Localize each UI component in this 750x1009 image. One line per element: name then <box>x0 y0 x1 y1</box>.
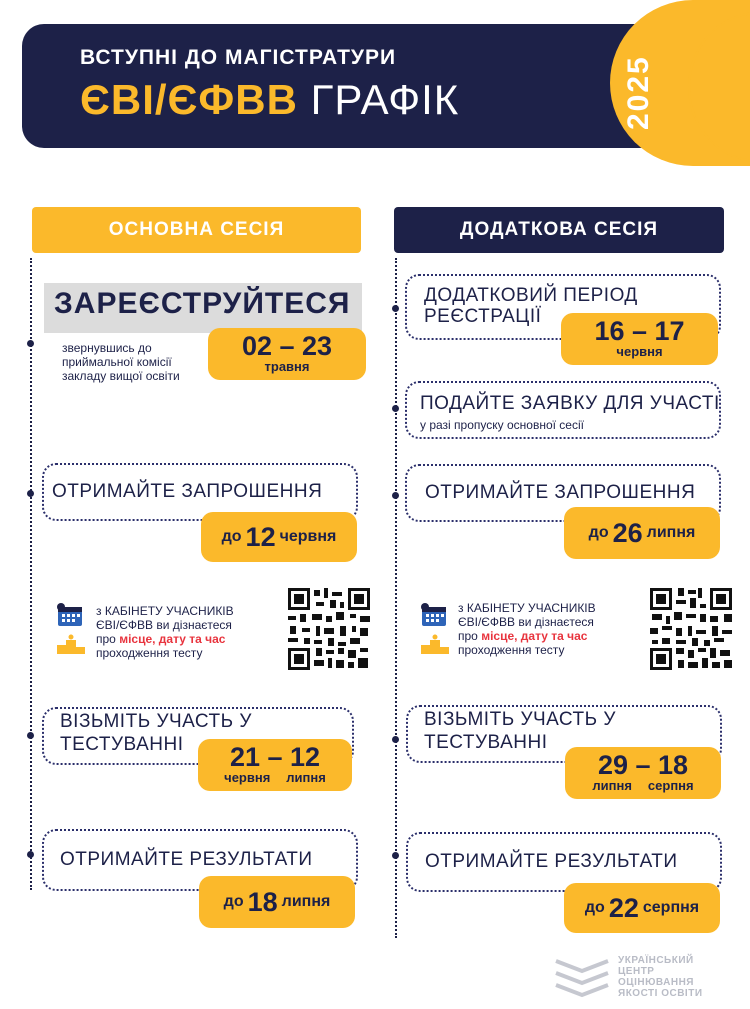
info-line: з КАБІНЕТУ УЧАСНИКІВ <box>96 604 234 618</box>
extra-results-date-badge <box>564 883 720 933</box>
register-note: звернувшись до приймальної комісії закладу вищої освіти <box>62 341 180 383</box>
extra-invite-date-day: 26 <box>612 517 643 548</box>
results-date-month: липня <box>281 893 331 910</box>
extra-test-date-month1: липня <box>592 778 632 793</box>
extra-session-header: ДОДАТКОВА СЕСІЯ <box>394 207 724 253</box>
header-title-rest: ГРАФІК <box>297 76 460 123</box>
timeline-dot <box>27 490 34 497</box>
extra-invite-date-prefix: до <box>588 524 609 541</box>
extra-test-date-badge <box>565 747 721 799</box>
main-timeline-line <box>30 258 32 890</box>
test-label-line2: ТЕСТУВАННІ <box>60 734 184 755</box>
extra-test-date-month2: серпня <box>647 778 694 793</box>
register-label: ЗАРЕЄСТРУЙТЕСЯ <box>54 287 351 320</box>
test-date-month1: червня <box>224 770 271 785</box>
info-line: проходження тесту <box>458 643 565 657</box>
ucoyo-logo-icon <box>552 955 612 1003</box>
header-subtitle: ВСТУПНІ ДО МАГІСТРАТУРИ <box>80 46 397 69</box>
qr-code-icon[interactable] <box>286 586 372 672</box>
apply-label: ПОДАЙТЕ ЗАЯВКУ ДЛЯ УЧАСТІ <box>420 393 720 414</box>
info-line <box>458 629 638 643</box>
extra-invite-date-badge <box>564 507 720 559</box>
calendar-icon <box>420 602 450 628</box>
main-session-header: ОСНОВНА СЕСІЯ <box>32 207 361 253</box>
info-line <box>96 632 276 646</box>
timeline-dot <box>27 340 34 347</box>
invite-date-month: червня <box>279 528 337 545</box>
invite-date-day: 12 <box>245 521 276 552</box>
ucoyo-logo-text <box>618 955 703 999</box>
info-line: з КАБІНЕТУ УЧАСНИКІВ <box>458 601 596 615</box>
podium-icon <box>420 634 450 656</box>
calendar-icon <box>56 602 86 628</box>
timeline-dot <box>392 492 399 499</box>
info-highlight: місце, дату та час <box>119 632 226 646</box>
info-text-pre: про <box>96 632 120 646</box>
podium-icon <box>56 634 86 656</box>
invite-label: ОТРИМАЙТЕ ЗАПРОШЕННЯ <box>52 481 323 502</box>
invite-date-prefix: до <box>221 528 242 545</box>
extra-timeline-line <box>395 258 397 938</box>
apply-note: у разі пропуску основної сесії <box>420 418 584 432</box>
logo-line: ОЦІНЮВАННЯ <box>618 977 694 988</box>
info-line: ЄВІ/ЄФВВ ви дізнаєтеся <box>458 615 594 629</box>
year-label-wrap <box>616 40 666 140</box>
header-banner <box>22 24 712 148</box>
timeline-dot <box>27 851 34 858</box>
test-date-badge <box>198 739 352 791</box>
results-label: ОТРИМАЙТЕ РЕЗУЛЬТАТИ <box>60 849 313 870</box>
register-date-badge <box>208 328 366 380</box>
extra-test-label-line1: ВІЗЬМІТЬ УЧАСТЬ У <box>424 709 616 730</box>
extra-results-label: ОТРИМАЙТЕ РЕЗУЛЬТАТИ <box>425 851 678 872</box>
test-label-line1: ВІЗЬМІТЬ УЧАСТЬ У <box>60 711 252 732</box>
results-date-day: 18 <box>247 886 278 917</box>
extra-results-date-month: серпня <box>642 899 700 916</box>
extra-register-date-range: 16 – 17 <box>594 316 685 346</box>
logo-line: ЦЕНТР <box>618 966 655 977</box>
results-date-badge <box>199 876 355 928</box>
timeline-dot <box>27 732 34 739</box>
timeline-dot <box>392 305 399 312</box>
extra-test-date-range: 29 – 18 <box>597 750 689 780</box>
test-date-month2: липня <box>286 770 326 785</box>
extra-invite-date-month: липня <box>646 524 696 541</box>
extra-register-date-badge <box>561 313 718 365</box>
info-line: ЄВІ/ЄФВВ ви дізнаєтеся <box>96 618 232 632</box>
year-label: 2025 <box>622 55 655 130</box>
register-date-month: травня <box>264 359 310 374</box>
logo-line: УКРАЇНСЬКИЙ <box>618 955 694 966</box>
timeline-dot <box>392 736 399 743</box>
info-text-pre: про <box>458 629 482 643</box>
extra-register-label-line2: РЕЄСТРАЦІЇ <box>424 306 542 327</box>
header-title <box>80 76 459 124</box>
extra-invite-label: ОТРИМАЙТЕ ЗАПРОШЕННЯ <box>425 482 696 503</box>
results-date-prefix: до <box>223 893 244 910</box>
test-date-range: 21 – 12 <box>229 742 321 772</box>
extra-register-label-line1: ДОДАТКОВИЙ ПЕРІОД <box>424 285 638 306</box>
invite-date-badge <box>201 512 357 562</box>
info-text <box>96 604 276 660</box>
header-title-accent: ЄВІ/ЄФВВ <box>80 76 298 123</box>
logo-line: ЯКОСТІ ОСВІТИ <box>618 988 703 999</box>
info-highlight: місце, дату та час <box>481 629 588 643</box>
timeline-dot <box>392 852 399 859</box>
timeline-dot <box>392 405 399 412</box>
extra-test-label-line2: ТЕСТУВАННІ <box>424 732 548 753</box>
extra-results-date-day: 22 <box>608 892 639 923</box>
info-line: проходження тесту <box>96 646 203 660</box>
qr-code-icon[interactable] <box>648 586 734 672</box>
extra-results-date-prefix: до <box>584 899 605 916</box>
extra-info-text <box>458 601 638 657</box>
extra-register-date-month: червня <box>616 344 663 359</box>
register-date-range: 02 – 23 <box>241 331 333 361</box>
